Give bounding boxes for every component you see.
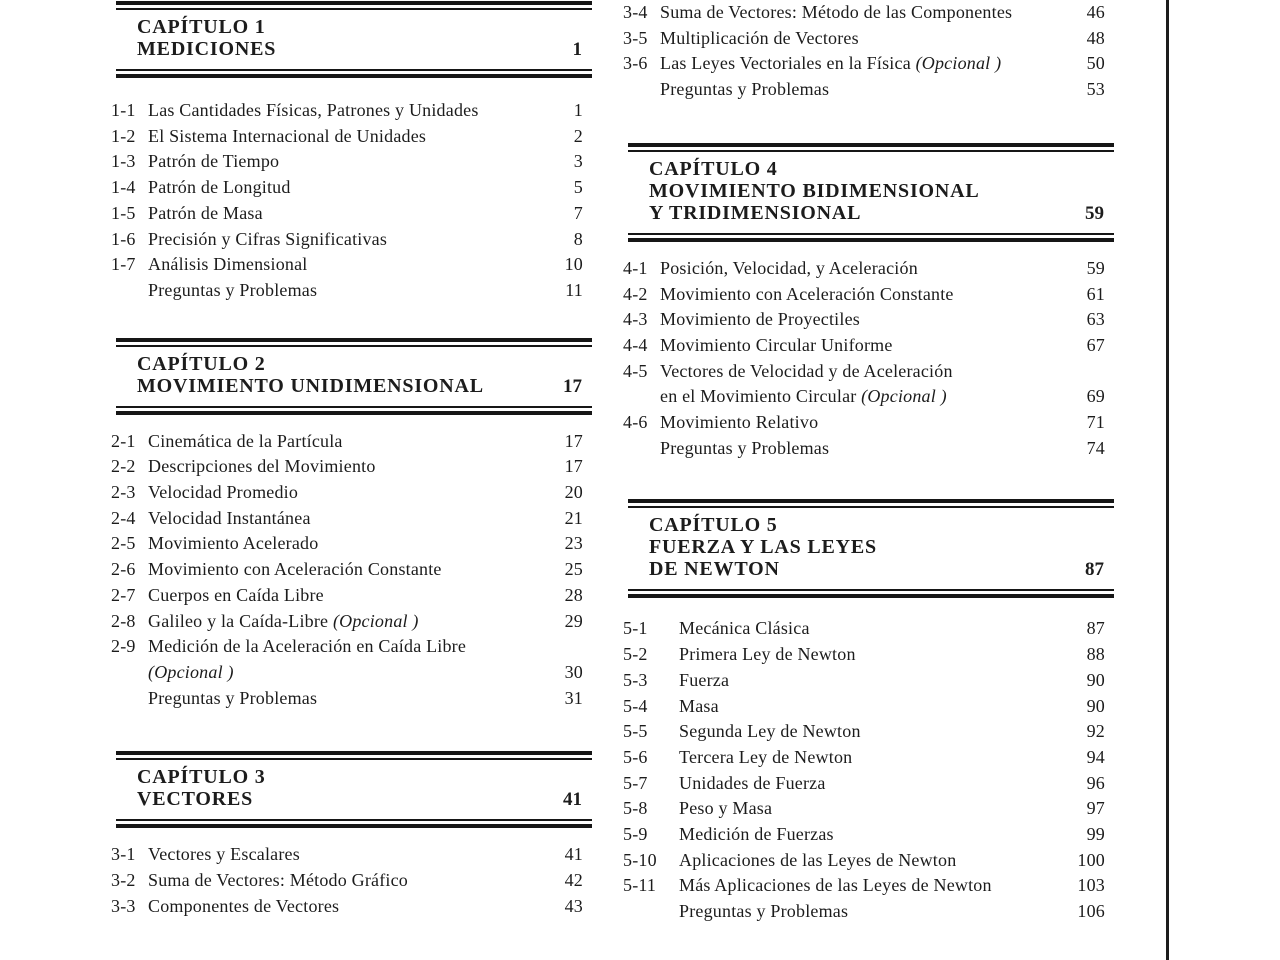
toc-item-text: Fuerza	[679, 669, 730, 690]
chapter-title-text: Y TRIDIMENSIONAL	[649, 201, 862, 224]
toc-item-number: 3-1	[111, 844, 136, 865]
toc-item-text: en el Movimiento Circular	[660, 386, 862, 407]
toc-item-text: Análisis Dimensional	[148, 254, 308, 275]
toc-item	[111, 506, 592, 532]
toc-item	[623, 307, 1114, 333]
toc-item-page: 103	[1077, 875, 1105, 896]
toc-item-number: 4-1	[623, 257, 648, 278]
toc-item-title	[148, 686, 555, 712]
toc-item-page: 20	[564, 482, 583, 503]
toc-item	[623, 668, 1114, 694]
toc-item-title	[679, 873, 1077, 899]
toc-item-number: 1-3	[111, 151, 136, 172]
toc-item-number: 1-7	[111, 254, 136, 275]
chapter-title-line	[649, 536, 1104, 558]
toc-column-left	[111, 0, 592, 919]
chapter-title-line	[137, 375, 582, 398]
toc-item-page: 69	[1086, 386, 1105, 407]
toc-item	[111, 149, 592, 175]
page-gutter-line	[1166, 0, 1169, 960]
toc-item-text: Las Leyes Vectoriales en la Física	[660, 53, 916, 74]
toc-item-title	[660, 256, 1077, 282]
toc-item-text: Galileo y la Caída-Libre	[148, 610, 333, 631]
toc-item	[111, 480, 592, 506]
toc-item-title	[148, 149, 555, 175]
toc-item-number: 5-6	[623, 746, 648, 767]
toc-item-title	[679, 668, 1077, 694]
toc-item-title	[660, 0, 1077, 26]
toc-item-text: Velocidad Instantánea	[148, 507, 311, 528]
toc-item-text: Preguntas y Problemas	[660, 437, 830, 458]
chapter-title-line	[137, 38, 582, 61]
toc-item	[111, 124, 592, 150]
toc-column-right	[623, 0, 1114, 925]
toc-item-number: 2-4	[111, 507, 136, 528]
chapter-page-number: 1	[572, 39, 582, 60]
toc-item-title	[679, 899, 1077, 925]
toc-item-title	[148, 124, 555, 150]
chapter-title-text: MOVIMIENTO BIDIMENSIONAL	[649, 179, 980, 202]
toc-item-page: 71	[1086, 412, 1105, 433]
toc-item-text: Medición de Fuerzas	[679, 824, 834, 845]
toc-item-page: 99	[1086, 824, 1105, 845]
chapter-title-text: FUERZA Y LAS LEYES	[649, 536, 877, 559]
toc-item-number: 1-4	[111, 177, 136, 198]
toc-items	[111, 842, 592, 919]
toc-item-title	[660, 436, 1077, 462]
toc-item-number: 4-6	[623, 412, 648, 433]
toc-item-title	[148, 201, 555, 227]
chapter-title-text: MOVIMIENTO UNIDIMENSIONAL	[137, 374, 484, 397]
toc-item-number: 4-4	[623, 334, 648, 355]
toc-item	[623, 359, 1114, 385]
toc-item-text: Patrón de Tiempo	[148, 151, 280, 172]
toc-item-text: Precisión y Cifras Significativas	[148, 228, 388, 249]
toc-item-page: 59	[1086, 257, 1105, 278]
chapter-header-inner	[116, 345, 592, 408]
toc-item-number: 2-7	[111, 584, 136, 605]
toc-item-page: 94	[1086, 746, 1105, 767]
toc-item	[623, 848, 1114, 874]
toc-item	[623, 719, 1114, 745]
toc-item-text: Preguntas y Problemas	[148, 687, 318, 708]
toc-item-page: 92	[1086, 721, 1105, 742]
toc-item-number: 2-6	[111, 559, 136, 580]
toc-item	[623, 410, 1114, 436]
toc-item-number: 2-5	[111, 533, 136, 554]
toc-item-number: 2-2	[111, 456, 136, 477]
chapter-page-number: 17	[563, 375, 582, 397]
toc-item-page: 96	[1086, 772, 1105, 793]
toc-item-page: 43	[564, 895, 583, 916]
toc-item	[623, 873, 1114, 899]
toc-item-number: 5-7	[623, 772, 648, 793]
toc-item-page: 11	[565, 279, 583, 300]
chapter-page-number: 41	[563, 789, 582, 811]
toc-item-number: 1-6	[111, 228, 136, 249]
toc-item-title	[679, 616, 1077, 642]
toc-item-number: 5-8	[623, 798, 648, 819]
toc-item	[623, 771, 1114, 797]
chapter-header	[116, 751, 592, 828]
toc-item-text: Movimiento con Aceleración Constante	[148, 559, 442, 580]
toc-item-text: Medición de la Aceleración en Caída Libre	[148, 636, 467, 657]
toc-item-page: 31	[564, 687, 583, 708]
toc-item	[623, 796, 1114, 822]
chapter-title-text: CAPÍTULO 2	[137, 352, 266, 375]
chapter-header-inner	[628, 150, 1114, 235]
toc-item-title	[148, 557, 555, 583]
toc-item-number: 5-11	[623, 875, 657, 896]
toc-item-continuation	[111, 660, 592, 686]
toc-item-text: Posición, Velocidad, y Aceleración	[660, 257, 918, 278]
toc-item-text: Movimiento con Aceleración Constante	[660, 283, 954, 304]
toc-item-text: Preguntas y Problemas	[148, 279, 318, 300]
toc-item-page: 87	[1086, 618, 1105, 639]
toc-item-page: 25	[564, 559, 583, 580]
chapter-title-line	[137, 788, 582, 811]
toc-item-text: Aplicaciones de las Leyes de Newton	[679, 849, 957, 870]
toc-item-text: Movimiento Relativo	[660, 412, 819, 433]
toc-item-number: 5-3	[623, 669, 648, 690]
chapter-title-text: MEDICIONES	[137, 38, 277, 60]
chapter-page-number: 59	[1085, 202, 1104, 224]
toc-item-title	[148, 454, 555, 480]
toc-item-page: 74	[1086, 437, 1105, 458]
toc-item-page: 53	[1086, 79, 1105, 100]
toc-item	[623, 642, 1114, 668]
toc-items	[623, 256, 1114, 462]
toc-item	[623, 77, 1114, 103]
toc-items	[623, 0, 1114, 103]
toc-item-page: 42	[564, 870, 583, 891]
chapter-title-line	[649, 558, 1104, 581]
toc-item-number: 2-1	[111, 430, 136, 451]
toc-item-page: 90	[1086, 695, 1105, 716]
toc-item-page: 21	[564, 507, 583, 528]
toc-item-title	[148, 634, 555, 660]
toc-item-page: 8	[573, 228, 583, 249]
toc-item-title	[660, 410, 1077, 436]
toc-item-number: 5-4	[623, 695, 648, 716]
toc-item-page: 88	[1086, 644, 1105, 665]
toc-item-text: Cinemática de la Partícula	[148, 430, 343, 451]
chapter-header	[116, 1, 592, 78]
chapter-title-line	[649, 202, 1104, 225]
toc-item-text: Vectores de Velocidad y de Aceleración	[660, 360, 953, 381]
toc-item-continuation	[623, 384, 1114, 410]
toc-item	[111, 175, 592, 201]
toc-item	[623, 51, 1114, 77]
toc-item-title	[660, 51, 1077, 77]
toc-item-optional: (Opcional )	[915, 53, 1002, 74]
toc-item	[111, 583, 592, 609]
toc-item-title	[148, 842, 555, 868]
toc-item-text: Mecánica Clásica	[679, 618, 810, 639]
toc-item-title	[660, 333, 1077, 359]
chapter-title-line	[137, 353, 582, 375]
toc-item-number: 4-5	[623, 360, 648, 381]
toc-item-title	[148, 278, 555, 304]
toc-item-number: 3-4	[623, 2, 648, 22]
toc-item-title	[660, 26, 1077, 52]
toc-item-page: 17	[564, 430, 583, 451]
toc-item-title	[679, 848, 1077, 874]
toc-item	[623, 0, 1114, 26]
toc-item	[623, 436, 1114, 462]
toc-item-optional: (Opcional )	[148, 661, 234, 682]
toc-item	[111, 634, 592, 660]
toc-item	[111, 98, 592, 124]
chapter-title-line	[137, 16, 582, 38]
toc-item-page: 2	[573, 125, 583, 146]
toc-item-title	[148, 429, 555, 455]
toc-item-optional: (Opcional )	[861, 386, 947, 407]
toc-item	[623, 745, 1114, 771]
toc-item-title	[660, 307, 1077, 333]
toc-item	[111, 201, 592, 227]
toc-item-number: 2-9	[111, 636, 136, 657]
toc-item-number: 4-3	[623, 309, 648, 330]
chapter-header	[628, 143, 1114, 242]
toc-item	[111, 454, 592, 480]
toc-item	[111, 227, 592, 253]
toc-items	[111, 98, 592, 304]
toc-item-number: 5-10	[623, 849, 657, 870]
toc-item-title	[148, 227, 555, 253]
toc-item-title	[148, 531, 555, 557]
toc-item-page: 48	[1086, 27, 1105, 48]
chapter-title-text: VECTORES	[137, 788, 254, 811]
chapter-title-text: CAPÍTULO 5	[649, 514, 778, 537]
toc-item-page: 100	[1077, 849, 1105, 870]
chapter-title-line	[137, 766, 582, 788]
toc-item-text: Movimiento Acelerado	[148, 533, 319, 554]
toc-item-title	[679, 822, 1077, 848]
toc-item-title	[679, 719, 1077, 745]
toc-item	[111, 868, 592, 894]
toc-item-page: 7	[573, 202, 583, 223]
toc-item	[623, 333, 1114, 359]
toc-item-text: Cuerpos en Caída Libre	[148, 584, 324, 605]
toc-item	[111, 686, 592, 712]
toc-item	[111, 894, 592, 920]
toc-item-title	[148, 609, 555, 635]
toc-item-number: 3-3	[111, 895, 136, 916]
toc-item-title	[148, 480, 555, 506]
toc-item-title	[679, 694, 1077, 720]
toc-item-page: 41	[564, 844, 583, 865]
toc-item-title	[148, 868, 555, 894]
chapter-page-number: 87	[1085, 559, 1104, 581]
toc-item-text: Preguntas y Problemas	[679, 901, 849, 922]
toc-item-page: 28	[564, 584, 583, 605]
toc-item-title	[148, 583, 555, 609]
toc-item-page: 61	[1086, 283, 1105, 304]
toc-item-page: 17	[564, 456, 583, 477]
toc-item-title	[148, 98, 555, 124]
toc-item-text: Velocidad Promedio	[148, 482, 299, 503]
toc-item-text: Vectores y Escalares	[148, 844, 300, 865]
chapter-title-text: CAPÍTULO 3	[137, 766, 266, 789]
toc-item-text: Masa	[679, 695, 719, 716]
toc-item-optional: (Opcional )	[332, 610, 419, 631]
toc-item-page: 63	[1086, 309, 1105, 330]
toc-item-page: 1	[573, 100, 583, 120]
toc-item-page: 106	[1077, 901, 1105, 922]
toc-items	[111, 429, 592, 712]
chapter-header-inner	[628, 506, 1114, 591]
chapter-title-line	[649, 158, 1104, 180]
toc-item-text: Multiplicación de Vectores	[660, 27, 859, 48]
toc-item	[623, 694, 1114, 720]
toc-item	[623, 899, 1114, 925]
toc-item	[623, 282, 1114, 308]
toc-item-number: 1-2	[111, 125, 136, 146]
toc-item	[623, 26, 1114, 52]
toc-item-title	[679, 745, 1077, 771]
toc-item	[111, 531, 592, 557]
toc-item-text: El Sistema Internacional de Unidades	[148, 125, 427, 146]
chapter-title-line	[649, 514, 1104, 536]
chapter-header	[116, 338, 592, 415]
toc-item-number: 3-6	[623, 53, 648, 74]
toc-item-text: Patrón de Longitud	[148, 177, 291, 198]
toc-item-text: Unidades de Fuerza	[679, 772, 826, 793]
toc-item-text: Patrón de Masa	[148, 202, 263, 223]
toc-item-title	[679, 796, 1077, 822]
chapter-header-inner	[116, 8, 592, 71]
chapter-title-line	[649, 180, 1104, 202]
toc-item	[623, 822, 1114, 848]
toc-item	[623, 616, 1114, 642]
toc-item-text: Segunda Ley de Newton	[679, 721, 861, 742]
toc-item	[111, 557, 592, 583]
toc-item-text: Suma de Vectores: Método de las Componentes	[660, 2, 1013, 22]
toc-item-number: 3-2	[111, 870, 136, 891]
toc-item	[111, 278, 592, 304]
toc-item-text: Primera Ley de Newton	[679, 644, 856, 665]
toc-item-page: 97	[1086, 798, 1105, 819]
chapter-header	[628, 499, 1114, 598]
toc-item	[111, 252, 592, 278]
toc-item-text: Componentes de Vectores	[148, 895, 340, 916]
toc-item-text: Movimiento de Proyectiles	[660, 309, 860, 330]
toc-item-title	[660, 282, 1077, 308]
toc-item-number: 2-8	[111, 610, 136, 631]
toc-item-number: 4-2	[623, 283, 648, 304]
toc-item-number: 1-5	[111, 202, 136, 223]
toc-item-title	[148, 894, 555, 920]
toc-item-number: 1-1	[111, 100, 136, 120]
toc-item-title	[660, 77, 1077, 103]
toc-item-page: 3	[573, 151, 583, 172]
toc-item-number: 3-5	[623, 27, 648, 48]
toc-item-text: Descripciones del Movimiento	[148, 456, 376, 477]
toc-item-title	[660, 384, 1077, 410]
toc-item-page: 50	[1086, 53, 1105, 74]
toc-item-title	[148, 175, 555, 201]
toc-item-text: Preguntas y Problemas	[660, 79, 830, 100]
toc-item-page: 30	[564, 661, 583, 682]
toc-item	[623, 256, 1114, 282]
toc-item-number: 5-2	[623, 644, 648, 665]
chapter-title-text: CAPÍTULO 4	[649, 157, 778, 180]
chapter-title-text: DE NEWTON	[649, 558, 780, 581]
toc-item-title	[679, 642, 1077, 668]
toc-item-title	[148, 252, 555, 278]
toc-item-text: Más Aplicaciones de las Leyes de Newton	[679, 875, 992, 896]
toc-item-page: 67	[1086, 334, 1105, 355]
toc-item-text: Movimiento Circular Uniforme	[660, 334, 893, 355]
toc-item-number: 5-1	[623, 618, 648, 639]
toc-item-page: 46	[1086, 2, 1105, 22]
toc-item-text: Tercera Ley de Newton	[679, 746, 853, 767]
chapter-title-text: CAPÍTULO 1	[137, 16, 266, 38]
toc-item-number: 5-9	[623, 824, 648, 845]
toc-item-title	[660, 359, 1077, 385]
toc-item-title	[148, 660, 555, 686]
toc-item-page: 5	[573, 177, 583, 198]
toc-item-page: 10	[564, 254, 583, 275]
toc-items	[623, 616, 1114, 924]
toc-item-page: 29	[564, 610, 583, 631]
toc-item-number: 2-3	[111, 482, 136, 503]
toc-item	[111, 842, 592, 868]
toc-item-text: Peso y Masa	[679, 798, 773, 819]
toc-item	[111, 429, 592, 455]
toc-item-text: Las Cantidades Físicas, Patrones y Unidades	[148, 100, 479, 120]
toc-item-title	[679, 771, 1077, 797]
toc-item-text: Suma de Vectores: Método Gráfico	[148, 870, 408, 891]
toc-item-title	[148, 506, 555, 532]
chapter-header-inner	[116, 758, 592, 821]
toc-item	[111, 609, 592, 635]
toc-item-number: 5-5	[623, 721, 648, 742]
toc-item-page: 90	[1086, 669, 1105, 690]
toc-item-page: 23	[564, 533, 583, 554]
